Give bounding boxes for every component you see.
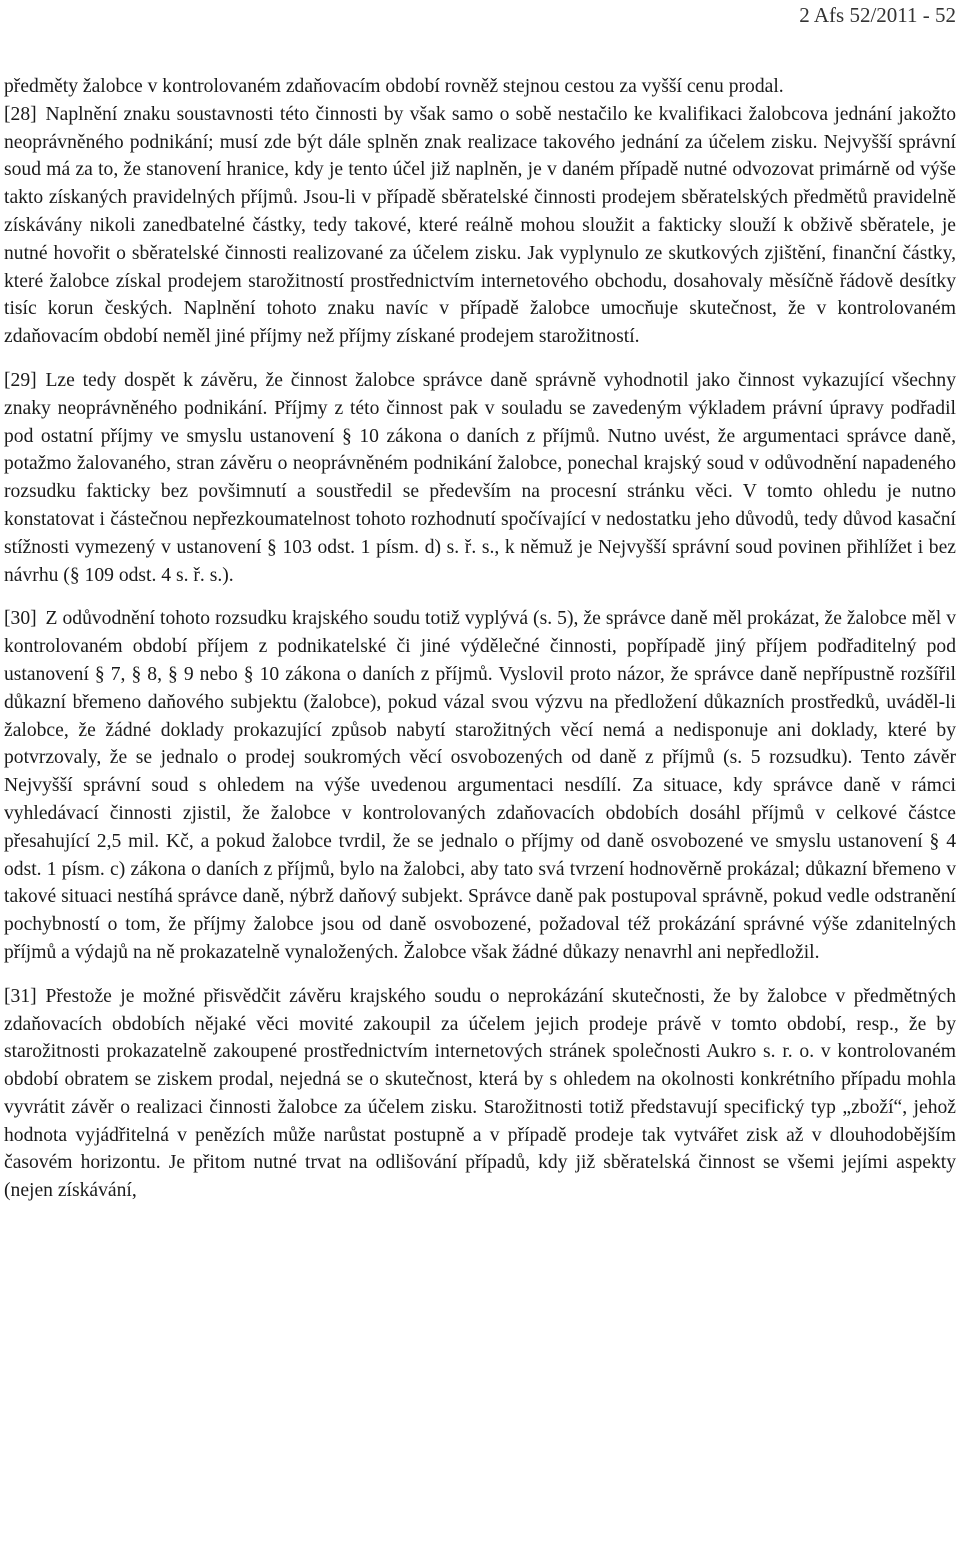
page-header-case-reference: 2 Afs 52/2011 - 52: [799, 3, 956, 27]
paragraph-text: předměty žalobce v kontrolovaném zdaňovacím období rovněž stejnou cestou za vyšší cenu prodal.: [4, 76, 784, 97]
paragraph-text: Lze tedy dospět k závěru, že činnost žalobce správce daně správně vyhodnotil jako činnost vykazující všechny znaky neoprávněného podnikání. Příjmy z této činnost pak v souladu se zavedeným výkladem právní úpravy podřadil pod ostatní příjmy ve smyslu ustanovení § 10 zákona o daních z příjmů. Nutno uvést, že argumentaci správce daně, potažmo žalovaného, stran závěru o neoprávněném podnikání žalobce, ponechal krajský soud v odůvodnění napadeného rozsudku fakticky bez povšimnutí a soustředil se především na procesní stránku věci. V tomto ohledu je nutno konstatovat i částečnou nepřezkoumatelnost tohoto rozhodnutí spočívající v nedostatku jeho důvodů, tedy důvod kasační stížnosti vymezený v ustanovení § 103 odst. 1 písm. d) s. ř. s., k němuž je Nejvyšší správní soud povinen přihlížet i bez návrhu (§ 109 odst. 4 s. ř. s.).: [4, 369, 956, 586]
paragraph-continuation: [4, 73, 956, 101]
paragraph-30: [4, 605, 956, 966]
paragraph-text: Přestože je možné přisvědčit závěru krajského soudu o neprokázání skutečnosti, že by žalobce v předmětných zdaňovacích obdobích nějaké věci movité zakoupil za účelem jejich prodeje právě v tomto období, resp., že by starožitnosti prokazatelně zakoupené prostřednictvím internetových stránek společnosti Aukro s. r. o. v kontrolovaném období obratem se ziskem prodal, nejedná se o skutečnost, která by s ohledem na okolnosti konkrétního případu mohla vyvrátit závěr o realizaci činnosti žalobce za účelem zisku. Starožitnosti totiž představují specifický typ „zboží“, jehož hodnota vyjádřitelná v penězích může narůstat postupně a v případě prodeje tak vytvářet zisk až v dlouhodobějším časovém horizontu. Je přitom nutné trvat na odlišování případů, kdy již sběratelská činnost se všemi jejími aspekty (nejen získávání,: [4, 985, 956, 1202]
paragraph-31: [4, 983, 956, 1205]
paragraph-text: Naplnění znaku soustavnosti této činnosti by však samo o sobě nestačilo ke kvalifikaci žalobcova jednání jakožto neoprávněného podnikání; musí zde být dále splněn znak realizace takového jednání za účelem zisku. Nejvyšší správní soud má za to, že stanovení hranice, kdy je tento účel již naplněn, je v daném případě nutné odvozovat primárně od výše takto získaných pravidelných příjmů. Jsou-li v případě sběratelské činnosti prodejem sběratelských předmětů pravidelně získávány nikoli zanedbatelné částky, tedy takové, které reálně mohou sloužit a fakticky slouží k obživě sběratele, je nutné hovořit o sběratelské činnosti realizované za účelem zisku. Jak vyplynulo ze skutkových zjištění, finanční částky, které žalobce získal prodejem starožitností prostřednictvím internetového obchodu, dosahovaly měsíčně řádově desítky tisíc korun českých. Naplnění tohoto znaku navíc v případě žalobce umocňuje skutečnost, že v kontrolovaném zdaňovacím období neměl jiné příjmy než příjmy získané prodejem starožitností.: [4, 103, 956, 348]
paragraph-number: [31]: [4, 985, 37, 1007]
paragraph-number: [29]: [4, 369, 37, 391]
paragraph-number: [28]: [4, 103, 37, 125]
paragraph-28: [4, 101, 956, 351]
paragraph-text: Z odůvodnění tohoto rozsudku krajského soudu totiž vyplývá (s. 5), že správce daně měl prokázat, že žalobce měl v kontrolovaném období příjem z podnikatelské či jiné výdělečné činnosti, popřípadě jiný příjem podřaditelný pod ustanovení § 7, § 8, § 9 nebo § 10 zákona o daních z příjmů. Vyslovil proto názor, že správce daně nepřípustně rozšířil důkazní břemeno daňového subjektu (žalobce), pokud vázal svou výzvu na předložení důkazních prostředků, uváděl-li žalobce, že žádné doklady prokazující způsob nabytí starožitných věcí nemá a nedisponuje ani doklady, které by potvrzovaly, že se jednalo o prodej soukromých věcí osvobozených od daně z příjmů (s. 5 rozsudku). Tento závěr Nejvyšší správní soud s ohledem na výše uvedenou argumentaci nesdílí. Za situace, kdy správce daně v rámci vyhledávací činnosti zjistil, že žalobce v kontrolovaných zdaňovacích obdobích dosáhl příjmů v celkové částce přesahující 2,5 mil. Kč, a pokud žalobce tvrdil, že se jednalo o příjmy od daně osvobozené ve smyslu ustanovení § 4 odst. 1 písm. c) zákona o daních z příjmů, bylo na žalobci, aby tato svá tvrzení hodnověrně prokázal; důkazní břemeno v takové situaci nestíhá správce daně, nýbrž daňový subjekt. Správce daně pak postupoval správně, pokud vedle odstranění pochybností o tom, že příjmy žalobce jsou od daně osvobozené, požadoval též prokázání správné výše zdanitelných příjmů a výdajů na ně prokazatelně vynaložených. Žalobce však žádné důkazy nenavrhl ani nepředložil.: [4, 608, 956, 963]
document-body: [4, 73, 956, 1221]
paragraph-number: [30]: [4, 608, 37, 630]
paragraph-29: [4, 367, 956, 589]
